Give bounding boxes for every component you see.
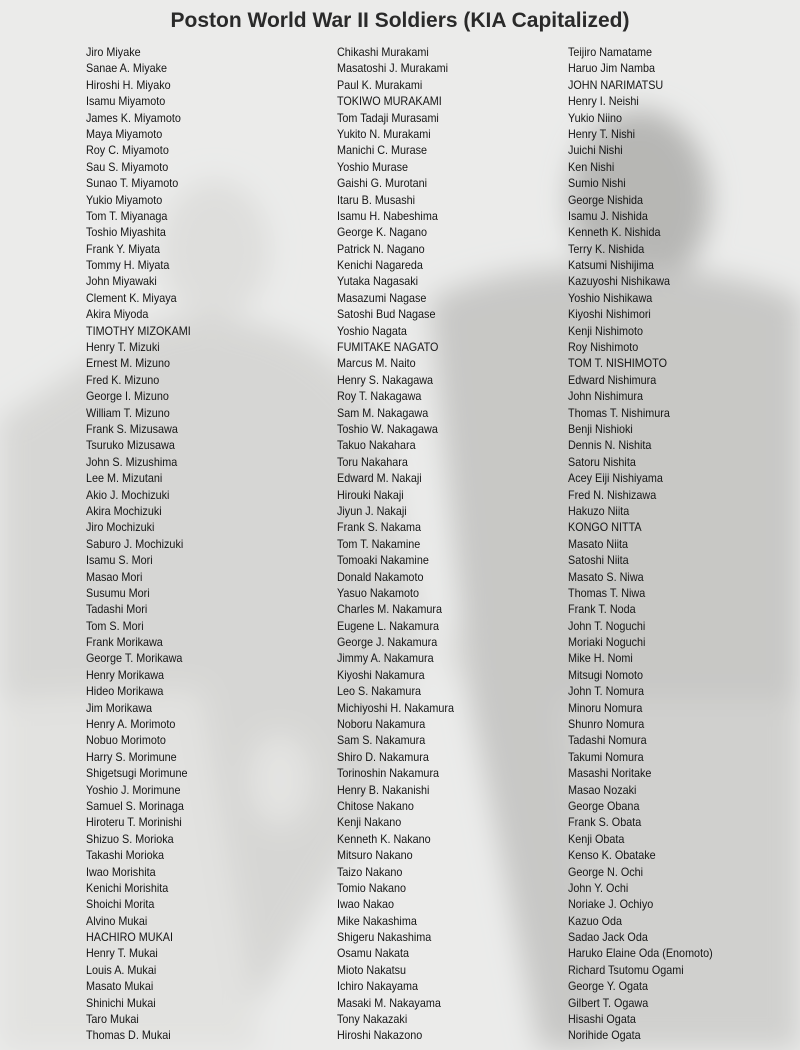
soldier-name: Roy T. Nakagawa bbox=[337, 389, 422, 404]
soldier-name: Tony Nakazaki bbox=[337, 1012, 408, 1027]
soldier-name: Thomas T. Nishimura bbox=[568, 405, 670, 420]
soldier-name: James K. Miyamoto bbox=[86, 110, 181, 125]
soldier-name: Michiyoshi H. Nakamura bbox=[337, 700, 455, 715]
soldier-name: Kenichi Nagareda bbox=[337, 258, 423, 273]
soldier-name: Isamu Miyamoto bbox=[86, 94, 166, 109]
soldier-name: KONGO NITTA bbox=[568, 520, 642, 535]
soldier-name: Akira Mochizuki bbox=[86, 503, 162, 518]
soldier-name: George I. Mizuno bbox=[86, 389, 169, 404]
soldier-name: Jiro Miyake bbox=[86, 45, 141, 59]
soldier-name: Isamu H. Nabeshima bbox=[337, 208, 438, 223]
soldier-name: Osamu Nakata bbox=[337, 946, 410, 961]
soldier-name: Akio J. Mochizuki bbox=[86, 487, 170, 502]
soldier-name: Tommy H. Miyata bbox=[86, 258, 170, 273]
soldier-name: Taro Mukai bbox=[86, 1012, 139, 1027]
soldier-name: Jiro Mochizuki bbox=[86, 520, 155, 535]
soldier-name: Chikashi Murakami bbox=[337, 45, 429, 59]
soldier-name: Thomas D. Mukai bbox=[86, 1028, 171, 1043]
soldier-name: Isamu J. Nishida bbox=[568, 208, 648, 223]
soldier-name: Chitose Nakano bbox=[337, 798, 414, 813]
soldier-name: Acey Eiji Nishiyama bbox=[568, 471, 663, 486]
soldier-name: Iwao Morishita bbox=[86, 864, 156, 879]
soldier-name: Fred K. Mizuno bbox=[86, 372, 160, 387]
soldier-name: Noriake J. Ochiyo bbox=[568, 897, 654, 912]
soldier-name: Henry B. Nakanishi bbox=[337, 782, 430, 797]
soldier-name: John Y. Ochi bbox=[568, 880, 629, 895]
soldier-name: Henry Morikawa bbox=[86, 667, 165, 682]
soldier-name: Tom T. Miyanaga bbox=[86, 208, 168, 223]
soldier-name: Norihide Ogata bbox=[568, 1028, 641, 1043]
soldier-name: Richard Tsutomu Ogami bbox=[568, 962, 684, 977]
soldier-name: Gilbert T. Ogawa bbox=[568, 995, 649, 1010]
soldier-name: Masato S. Niwa bbox=[568, 569, 644, 584]
soldier-name: Minoru Nomura bbox=[568, 700, 643, 715]
soldier-name: Tsuruko Mizusawa bbox=[86, 438, 175, 453]
soldier-name: Moriaki Noguchi bbox=[568, 635, 646, 650]
soldier-name: Kenneth K. Nakano bbox=[337, 831, 431, 846]
soldier-name: William T. Mizuno bbox=[86, 405, 170, 420]
soldier-name: FUMITAKE NAGATO bbox=[337, 340, 439, 355]
soldier-name: Louis A. Mukai bbox=[86, 962, 157, 977]
soldier-name: John Nishimura bbox=[568, 389, 644, 404]
soldier-name: Kiyoshi Nakamura bbox=[337, 667, 425, 682]
soldier-name: Roy Nishimoto bbox=[568, 340, 639, 355]
soldier-name: Shiro D. Nakamura bbox=[337, 749, 429, 764]
soldier-name: Mitsugi Nomoto bbox=[568, 667, 644, 682]
soldier-name: Shizuo S. Morioka bbox=[86, 831, 174, 846]
soldier-name: Henry T. Mukai bbox=[86, 946, 158, 961]
soldier-name: Charles M. Nakamura bbox=[337, 602, 443, 617]
soldier-name: Leo S. Nakamura bbox=[337, 684, 422, 699]
soldier-name: Tadashi Mori bbox=[86, 602, 148, 617]
soldier-name: Takumi Nomura bbox=[568, 749, 644, 764]
soldier-name: Ernest M. Mizuno bbox=[86, 356, 171, 371]
soldier-name: Toshio Miyashita bbox=[86, 225, 166, 240]
soldier-name: Yasuo Nakamoto bbox=[337, 585, 420, 600]
soldier-name: Yoshio Nishikawa bbox=[568, 290, 653, 305]
soldier-name: Clement K. Miyaya bbox=[86, 290, 177, 305]
soldier-name: Haruko Elaine Oda (Enomoto) bbox=[568, 946, 713, 961]
soldier-name: Noboru Nakamura bbox=[337, 717, 426, 732]
soldier-name: Kenji Nishimoto bbox=[568, 323, 644, 338]
soldier-name: Taizo Nakano bbox=[337, 864, 403, 879]
soldier-name: Masatoshi J. Murakami bbox=[337, 61, 449, 76]
soldier-name: Satoshi Niita bbox=[568, 553, 629, 568]
soldier-name: Takashi Morioka bbox=[86, 848, 165, 863]
soldier-name: Yoshio J. Morimune bbox=[86, 782, 181, 797]
names-column-2 bbox=[337, 44, 467, 1044]
soldier-name: Frank S. Nakama bbox=[337, 520, 422, 535]
soldier-name: Kazuyoshi Nishikawa bbox=[568, 274, 671, 289]
names-column-1 bbox=[86, 44, 202, 1044]
soldier-name: Kenji Nakano bbox=[337, 815, 402, 830]
soldier-name: Sanae A. Miyake bbox=[86, 61, 168, 76]
soldier-name: Kenichi Morishita bbox=[86, 880, 169, 895]
soldier-name: Jimmy A. Nakamura bbox=[337, 651, 434, 666]
soldier-name: John S. Mizushima bbox=[86, 454, 178, 469]
soldier-name: Kiyoshi Nishimori bbox=[568, 307, 651, 322]
soldier-name: Juichi Nishi bbox=[568, 143, 623, 158]
soldier-name: Mike Nakashima bbox=[337, 913, 417, 928]
soldier-name: Sunao T. Miyamoto bbox=[86, 176, 179, 191]
soldier-name: Manichi C. Murase bbox=[337, 143, 428, 158]
soldier-name: TOM T. NISHIMOTO bbox=[568, 356, 668, 371]
soldier-name: Yukio Miyamoto bbox=[86, 192, 163, 207]
soldier-name: George Obana bbox=[568, 798, 640, 813]
soldier-name: Frank Morikawa bbox=[86, 635, 163, 650]
soldier-name: Mitsuro Nakano bbox=[337, 848, 413, 863]
soldier-name: George Nishida bbox=[568, 192, 644, 207]
soldier-name: Susumu Mori bbox=[86, 585, 150, 600]
soldier-name: Patrick N. Nagano bbox=[337, 241, 425, 256]
soldier-name: Shoichi Morita bbox=[86, 897, 155, 912]
soldier-name: George K. Nagano bbox=[337, 225, 428, 240]
soldier-name: Masato Niita bbox=[568, 536, 629, 551]
soldier-name: Tadashi Nomura bbox=[568, 733, 647, 748]
soldier-name: Masato Mukai bbox=[86, 979, 154, 994]
soldier-name: Marcus M. Naito bbox=[337, 356, 416, 371]
soldier-name: TOKIWO MURAKAMI bbox=[337, 94, 442, 109]
soldier-name: Henry S. Nakagawa bbox=[337, 372, 434, 387]
soldier-name: Frank S. Obata bbox=[568, 815, 642, 830]
soldier-name: Yukio Niino bbox=[568, 110, 623, 125]
soldier-name: Henry T. Mizuki bbox=[86, 340, 160, 355]
soldier-name: Hirouki Nakaji bbox=[337, 487, 404, 502]
soldier-name: Sau S. Miyamoto bbox=[86, 159, 169, 174]
soldier-name: Satoshi Bud Nagase bbox=[337, 307, 436, 322]
soldier-name: Jim Morikawa bbox=[86, 700, 153, 715]
soldier-name: Yutaka Nagasaki bbox=[337, 274, 419, 289]
soldier-name: Henry I. Neishi bbox=[568, 94, 639, 109]
soldier-name: Tom S. Mori bbox=[86, 618, 144, 633]
soldier-name: Teijiro Namatame bbox=[568, 45, 653, 59]
soldier-name: Henry T. Nishi bbox=[568, 126, 636, 141]
soldier-name: Yoshio Murase bbox=[337, 159, 409, 174]
soldier-name: George T. Morikawa bbox=[86, 651, 183, 666]
soldier-name: Tom Tadaji Murasami bbox=[337, 110, 439, 125]
soldier-name: Nobuo Morimoto bbox=[86, 733, 166, 748]
soldier-name: Dennis N. Nishita bbox=[568, 438, 652, 453]
soldier-name: George N. Ochi bbox=[568, 864, 644, 879]
soldier-name: Yukito N. Murakami bbox=[337, 126, 431, 141]
soldier-name: Tomio Nakano bbox=[337, 880, 407, 895]
soldier-name: Yoshio Nagata bbox=[337, 323, 407, 338]
soldier-name: Terry K. Nishida bbox=[568, 241, 645, 256]
soldier-name: Paul K. Murakami bbox=[337, 77, 423, 92]
soldier-name: Sumio Nishi bbox=[568, 176, 626, 191]
soldier-name: Hiroteru T. Morinishi bbox=[86, 815, 182, 830]
soldier-name: Isamu S. Mori bbox=[86, 553, 153, 568]
soldier-name: Henry A. Morimoto bbox=[86, 717, 176, 732]
soldier-name: Masao Mori bbox=[86, 569, 143, 584]
soldier-name: JOHN NARIMATSU bbox=[568, 77, 664, 92]
soldier-name: Mioto Nakatsu bbox=[337, 962, 407, 977]
soldier-name: Ichiro Nakayama bbox=[337, 979, 419, 994]
soldier-name: John Miyawaki bbox=[86, 274, 157, 289]
names-column-3 bbox=[568, 44, 729, 1044]
soldier-name: HACHIRO MUKAI bbox=[86, 930, 174, 945]
soldier-name: Kenneth K. Nishida bbox=[568, 225, 661, 240]
soldier-name: Masao Nozaki bbox=[568, 782, 637, 797]
soldier-name: Sam S. Nakamura bbox=[337, 733, 426, 748]
soldier-name: Frank Y. Miyata bbox=[86, 241, 161, 256]
soldier-name: Edward M. Nakaji bbox=[337, 471, 422, 486]
soldier-name: Masashi Noritake bbox=[568, 766, 652, 781]
soldier-name: Katsumi Nishijima bbox=[568, 258, 654, 273]
soldier-name: Tomoaki Nakamine bbox=[337, 553, 429, 568]
soldier-name: Masazumi Nagase bbox=[337, 290, 427, 305]
soldier-name: Benji Nishioki bbox=[568, 421, 633, 436]
soldier-name: George J. Nakamura bbox=[337, 635, 438, 650]
soldier-name: John T. Nomura bbox=[568, 684, 645, 699]
soldier-name: Kenso K. Obatake bbox=[568, 848, 656, 863]
soldier-name: Gaishi G. Murotani bbox=[337, 176, 428, 191]
soldier-name: Hideo Morikawa bbox=[86, 684, 164, 699]
soldier-name: Satoru Nishita bbox=[568, 454, 636, 469]
soldier-name: Hiroshi H. Miyako bbox=[86, 77, 171, 92]
soldier-name: Kazuo Oda bbox=[568, 913, 623, 928]
soldier-name: Alvino Mukai bbox=[86, 913, 148, 928]
soldier-name: Sam M. Nakagawa bbox=[337, 405, 429, 420]
soldier-name: Shinichi Mukai bbox=[86, 995, 156, 1010]
soldier-name: Hisashi Ogata bbox=[568, 1012, 636, 1027]
soldier-name: Sadao Jack Oda bbox=[568, 930, 648, 945]
soldier-name: Samuel S. Morinaga bbox=[86, 798, 184, 813]
soldier-name: Maya Miyamoto bbox=[86, 126, 163, 141]
soldier-name: Edward Nishimura bbox=[568, 372, 657, 387]
soldier-name: Masaki M. Nakayama bbox=[337, 995, 441, 1010]
soldier-name: Hiroshi Nakazono bbox=[337, 1028, 423, 1043]
soldier-name: Saburo J. Mochizuki bbox=[86, 536, 184, 551]
page-title: Poston World War II Soldiers (KIA Capitalized) bbox=[170, 9, 630, 32]
soldier-name: Donald Nakamoto bbox=[337, 569, 424, 584]
soldier-name: Frank S. Mizusawa bbox=[86, 421, 178, 436]
soldier-name: Lee M. Mizutani bbox=[86, 471, 163, 486]
soldier-name: Hakuzo Niita bbox=[568, 503, 630, 518]
soldier-name: Shigeru Nakashima bbox=[337, 930, 432, 945]
soldier-name: Shunro Nomura bbox=[568, 717, 645, 732]
soldier-name: Roy C. Miyamoto bbox=[86, 143, 169, 158]
soldier-name: Frank T. Noda bbox=[568, 602, 636, 617]
soldier-name: Jiyun J. Nakaji bbox=[337, 503, 407, 518]
soldier-name: Toru Nakahara bbox=[337, 454, 408, 469]
soldier-name: Eugene L. Nakamura bbox=[337, 618, 440, 633]
soldier-name: Iwao Nakao bbox=[337, 897, 395, 912]
soldier-name: Ken Nishi bbox=[568, 159, 615, 174]
soldier-name: Itaru B. Musashi bbox=[337, 192, 416, 207]
soldier-name: Mike H. Nomi bbox=[568, 651, 633, 666]
soldier-name: Kenji Obata bbox=[568, 831, 625, 846]
soldier-name: Fred N. Nishizawa bbox=[568, 487, 657, 502]
soldier-name: Harry S. Morimune bbox=[86, 749, 177, 764]
soldier-name: Tom T. Nakamine bbox=[337, 536, 421, 551]
soldier-name: Torinoshin Nakamura bbox=[337, 766, 440, 781]
soldier-name: Toshio W. Nakagawa bbox=[337, 421, 438, 436]
soldier-name: Haruo Jim Namba bbox=[568, 61, 656, 76]
soldier-name: George Y. Ogata bbox=[568, 979, 649, 994]
soldier-name: TIMOTHY MIZOKAMI bbox=[86, 323, 191, 338]
soldier-name: Takuo Nakahara bbox=[337, 438, 416, 453]
soldier-name: Shigetsugi Morimune bbox=[86, 766, 188, 781]
soldier-name: Akira Miyoda bbox=[86, 307, 149, 322]
soldier-name: John T. Noguchi bbox=[568, 618, 646, 633]
soldier-name: Thomas T. Niwa bbox=[568, 585, 646, 600]
